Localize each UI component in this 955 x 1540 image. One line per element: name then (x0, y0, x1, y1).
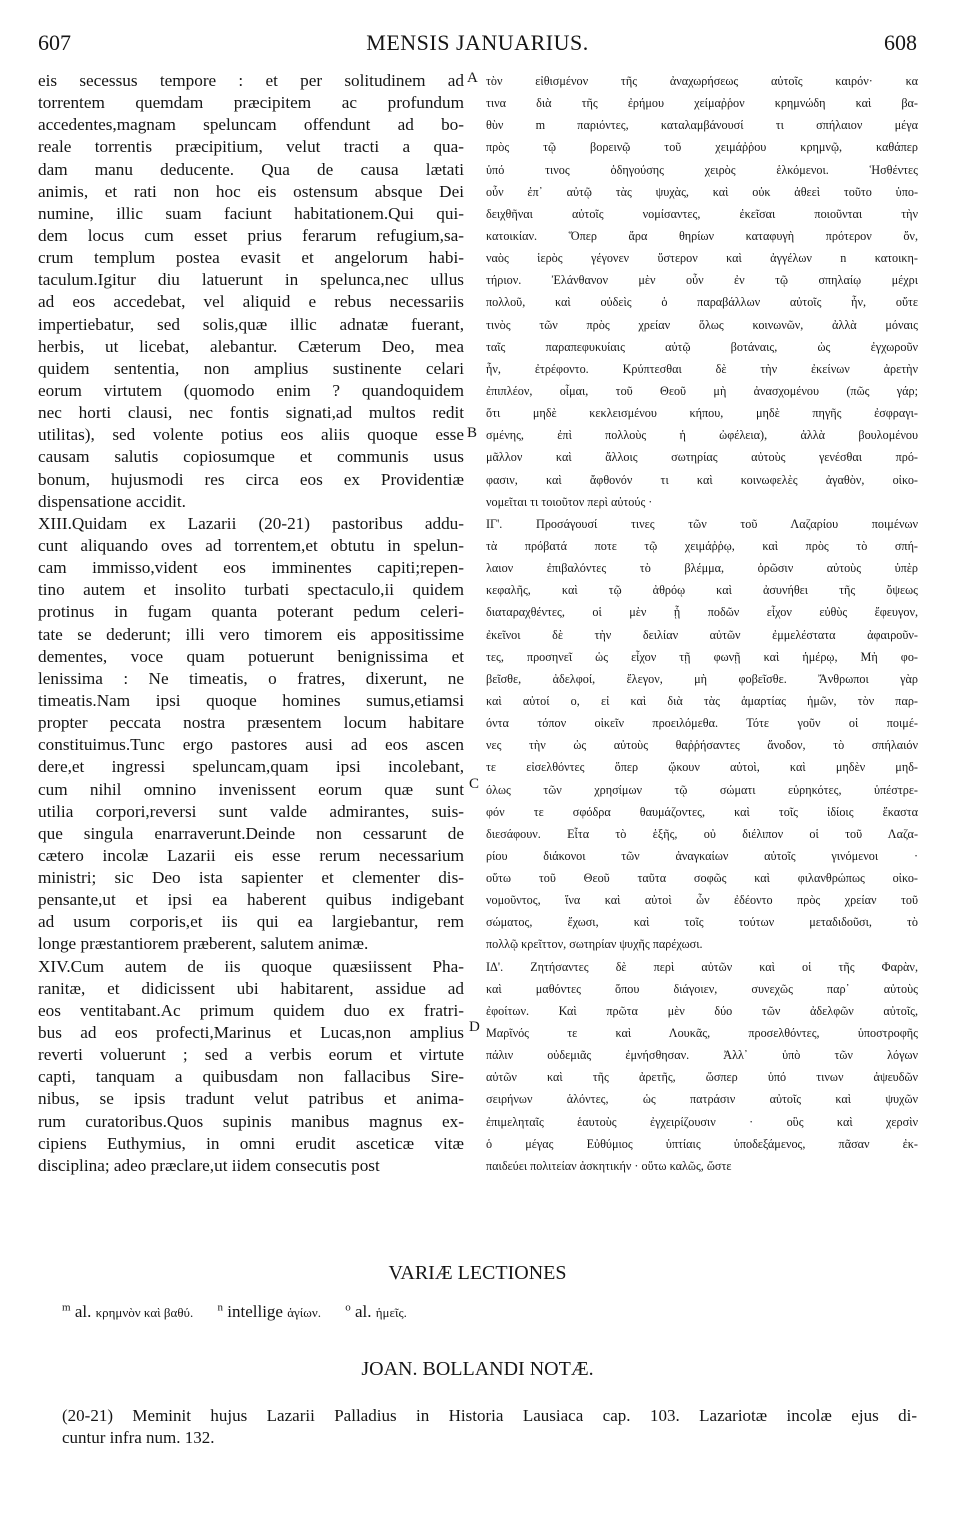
latin-text-line: pensante,ut et ipsi ea haberent quibus indigebant (38, 890, 464, 910)
greek-text-line: ΙΓ'. Προσάγουσί τινες τῶν τοῦ Λαζαρίου ποιμένων (486, 516, 918, 531)
latin-column (38, 70, 464, 1177)
latin-text-line: ad usum corporis,et iis qui ea largiebantur, rem (38, 912, 464, 932)
latin-text-line: herbis, ut licebat, alebantur. Cæterum Deo, mea (38, 336, 464, 356)
greek-text-line: τες, προσηνεῖ ὡς εἶχον τῇ φωνῇ καὶ ἡμέρῳ, Μὴ φο- (486, 649, 918, 664)
latin-text-line: cunt aliquando oves ad torrentem,et obtutu in spelun- (38, 535, 464, 555)
greek-text-line: τε εἰσελθόντες ὅπερ ᾤκουν αὐτοὶ, καὶ μηδὲν μηδ- (486, 760, 918, 775)
variant-mark: o (345, 1301, 351, 1313)
greek-text-line: ὅτι μηδὲ κεκλεισμένου κήπου, μηδὲ πηγῆς ἐσφραγι- (486, 406, 918, 421)
greek-text-line: όλως τῶν χρησίμων τῷ σώματι εὑρηκότες, ὑπέστρε- (486, 782, 918, 797)
latin-text-line: reverti voluerunt ; sed a verbis eorum et virtute (38, 1045, 464, 1065)
latin-text-line: numine, illic suam faciunt habitationem.Qui qui- (38, 203, 464, 223)
latin-text-line: nec horti clausi, nec fontis signati,ad multos redit (38, 403, 464, 423)
latin-text-line: utilitas), sed volente potius eos aliis quoque esse (38, 425, 464, 445)
margin-letter-b: B (467, 425, 478, 441)
bollandi-notae-title: JOAN. BOLLANDI NOTÆ. (361, 1358, 594, 1380)
variant-mark: n (217, 1301, 223, 1313)
latin-text-line: capti, tanquam a quibusdam non fallacibus Sire- (38, 1067, 464, 1087)
latin-text-line: constituimus.Tunc ergo pastores ausi ad eos ascen (38, 735, 464, 755)
greek-text-line: τήριον. Ἐλάνθανον μὲν οὖν ἐν τῷ σπηλαίῳ μέχρι (486, 273, 918, 288)
greek-text-line: ὁ μέγας Εὐθύμιος ὑπτίαις ὑποδεξάμενος, πᾶσαν ἐκ- (486, 1136, 918, 1151)
latin-text-line: ranitæ, et didicissent ubi habitarent, assidue ad (38, 978, 464, 998)
page-number-right: 608 (884, 30, 917, 55)
greek-text-line: ἐκεῖνοι δὲ τὴν δειλίαν αὐτῶν ἐμμελέστατα ἀφαιροῦν- (486, 627, 918, 642)
greek-text-line: όντα τόπον οἰκεῖν προειλόμεθα. Τότε γοῦν οἱ ποιμέ- (486, 716, 918, 731)
greek-text-line: ἐπιπλέον, οἶμαι, τοῦ Θεοῦ μὴ ἀνασχομένου (πῶς γάρ; (486, 383, 918, 398)
latin-text-line: cum nihil omnino invenissent eorum quæ sunt (38, 779, 464, 799)
latin-text-line: accedentes,magnam speluncam offendunt ad bo- (38, 115, 464, 135)
greek-text-line: διαταραχθέντες, οἱ μὲν ᾗ ποδῶν εἶχον εὐθὺς ἔφευγον, (486, 605, 918, 620)
latin-text-line: eos ventitabant.Ac primum quidem duo ex fratri- (38, 1000, 464, 1020)
note-line: (20-21) Meminit hujus Lazarii Palladius in Historia Lausiaca cap. 103. Lazariotæ incolæ ejus di- (62, 1406, 917, 1425)
variant-prefix: al. (74, 1301, 92, 1321)
greek-text-line: βεῖσθε, ἀδελφοί, ἔλεγον, μὴ φοβεῖσθε. Ἄνθρωποι γὰρ (486, 671, 918, 686)
greek-text-line: ἦν, ἐτρέφοντο. Κρύπτεσθαι δὲ τὴν ἐκείνων ἀρετὴν (486, 361, 918, 376)
greek-text-line: σειρήνων ἁλόντες, ὡς πατράσιν αὐτοῖς καὶ ψυχῶν (486, 1092, 918, 1107)
greek-text-line: θὺν m παριόντες, καταλαμβάνουσί τι σπήλαιον μέγα (486, 118, 918, 133)
greek-text-line: παιδεύει πολιτείαν ἀσκητικήν · οὕτω καλῶς, ὥστε (486, 1158, 732, 1173)
latin-text-line: impertiebatur, sed solis,quæ illic adnatæ fuerant, (38, 314, 464, 334)
latin-text-line: crum templum postea evasit et angelorum habi- (38, 248, 464, 268)
latin-text-line: timeatis.Nam ipsi quoque homines sumus,etiamsi (38, 690, 464, 710)
page-header (38, 30, 917, 56)
variant-reading (218, 1302, 321, 1321)
greek-text-line: φασιν, καὶ ἄφθονόν τι καὶ κοινωφελὲς ἀγαθὸν, οἰκο- (486, 472, 918, 487)
greek-text-line: λαιον ἐπιβαλόντες τὸ βλέμμα, ὁρῶσιν αὐτοὺς ὑπὲρ (486, 561, 918, 576)
greek-text-line: πολλοῦ, καὶ οὐδεὶς ὁ παραβάλλων αὐτοῖς ἦν, οὔτε (486, 295, 918, 310)
greek-text-line: πρὸς τῷ βορεινῷ τοῦ χειμάῤῥου κρημνῷ, καθάπερ (486, 140, 918, 155)
latin-text-line: XIII.Quidam ex Lazarii (20-21) pastoribus addu- (38, 513, 464, 533)
greek-text-line: ΙΔ'. Ζητήσαντες δὲ περὶ αὐτῶν καὶ οἱ τῆς Φαρὰν, (486, 959, 918, 974)
latin-text-line: rum curatoribus.Quos supinis manibus magnus ex- (38, 1111, 464, 1131)
running-title: MENSIS JANUARIUS. (366, 30, 589, 55)
latin-text-line: eorum virtutem (quomodo enim ? quandoquidem (38, 380, 464, 400)
variant-prefix: al. (354, 1301, 372, 1321)
greek-text-line: νομεῖται τι τοιοῦτον περὶ αὐτούς · (486, 494, 653, 509)
latin-text-line: dam manu deducente. Qua de causa lætati (38, 159, 464, 179)
greek-text-line: Μαρῖνός τε καὶ Λουκᾶς, προσελθόντες, ὑποστροφῆς (486, 1026, 918, 1041)
latin-text-line: dementes, voce quam potuerunt benignissima et (38, 646, 464, 666)
variant-reading (62, 1302, 193, 1321)
latin-text-line: bus ad eos profecti,Marinus et Lucas,non amplius (38, 1023, 464, 1043)
page-number-left: 607 (38, 30, 71, 55)
variae-lectiones (62, 1301, 427, 1322)
latin-text-line: dispensatione accidit. (38, 491, 186, 511)
greek-text-line: αὐτῶν καὶ τῆς ἀρετῆς, ὥσπερ ὑπό τινων ἀψευδῶν (486, 1070, 918, 1085)
greek-text-line: πολλῷ κρεῖττον, σωτηρίαν ψυχῆς παρέχωσι. (486, 937, 703, 952)
latin-text-line: longe præstantiorem præberent, salutem animæ. (38, 934, 369, 954)
greek-text-line: ἐπιμεληταῖς ἑαυτοὺς ἐγχειρίζουσιν · οὓς καὶ χερσὶν (486, 1114, 918, 1129)
latin-text-line: reale torrentis præcipitium, velut tracti a qua- (38, 137, 464, 157)
greek-text-line: νες τὴν ὡς αὐτοὺς θαῤῥήσαντες ἄνοδον, τὸ σπήλαιόν (486, 738, 918, 753)
latin-text-line: causam salutis copiosumque et communis usus (38, 447, 464, 467)
latin-text-line: cipiens Euthymius, in omni erudit asceticæ vitæ (38, 1133, 464, 1153)
greek-text-line: κεφαλῆς, καὶ τῷ ἀθρόῳ καὶ ἀσυνήθει τῆς ὄψεως (486, 583, 918, 598)
latin-text-line: eis secessus tempore : et per solitudinem ad (38, 71, 464, 90)
latin-text-line: utilia corpori,reversi sunt valde admirantes, suis- (38, 801, 464, 821)
variant-greek: κρημνὸν καὶ βαθύ. (95, 1304, 194, 1320)
latin-text-line: propter peccata nostra præsentem locum habitare (38, 713, 464, 733)
latin-text-line: ad eos accedebat, vel aliquid e rebus necessariis (38, 292, 464, 312)
variant-greek: ἡμεῖς. (375, 1304, 407, 1320)
latin-text-line: tate se dederunt; illi vero timorem eis appositissime (38, 624, 464, 644)
variant-greek: ἁγίων. (287, 1304, 321, 1320)
variant-mark: m (62, 1301, 71, 1313)
greek-text-line: ὑπό τινος ὁδηγούσης χειρὸς ἑλκόμενοι. Ἡσθέντες (486, 162, 918, 177)
greek-text-line: σμένης, ἐπὶ πολλοὺς ἡ ὠφέλεια), ἀλλὰ βουλομένου (486, 428, 918, 443)
greek-text-line: καὶ αὐτοί o, εἰ καὶ διὰ τὰς ἁμαρτίας ἡμῶν, τὸν παρ- (486, 693, 918, 708)
margin-letter-d: D (469, 1019, 480, 1035)
greek-text-line: τινὸς τῶν πρὸς χρείαν ὅλως κοινωνῶν, ἀλλὰ μόναις (486, 317, 918, 332)
latin-text-line: quidem sententia, non amplius sustinente celari (38, 358, 464, 378)
greek-text-line: νομοῦντος, ἵνα καὶ αὐτοὶ ὧν ἐδέοντο πρὸς χρείαν τοῦ (486, 893, 918, 908)
latin-text-line: torrentem quemdam præcipitem ac profundum (38, 93, 464, 113)
greek-text-line: μᾶλλον καὶ ἄλλοις σωτηρίας αὐτοὺς γενέσθαι πρό- (486, 450, 918, 465)
variae-lectiones-title: VARIÆ LECTIONES (388, 1262, 567, 1284)
latin-text-line: bonum, hujusmodi res circa eos ex Providentiæ (38, 469, 464, 489)
greek-text-line: ταῖς παραπεφυκυίαις αὐτῷ βοτάναις, ὡς ἐγχωροῦν (486, 339, 918, 354)
footnotes (62, 1405, 917, 1449)
greek-text-line: τινα διὰ τῆς ἐρήμου χείμαῤῥον κρημνώδη καὶ βα- (486, 96, 918, 111)
latin-text-line: cam immisso,vident eos imminentes capiti;repen- (38, 558, 464, 578)
greek-text-line: τὰ πρόβατά ποτε τῷ χειμάῤῥῳ, καὶ πρὸς τὸ σπή- (486, 538, 918, 553)
greek-text-line: οὖν ἐπ᾽ αὐτῷ τὰς ψυχὰς, καὶ οὐκ ἀθεεὶ τοῦτο ὑπο- (486, 184, 918, 199)
latin-text-line: protinus in fugam quanta poterant pedum celeri- (38, 602, 464, 622)
greek-text-line: πάλιν οὐδεμιᾶς ἐμνήσθησαν. Ἀλλ᾽ ὑπὸ τῶν λόγων (486, 1048, 918, 1063)
greek-text-line: ναὸς ἱερὸς γέγονεν ὕστερον καὶ ἀγγέλων n κατοικη- (486, 251, 918, 266)
greek-column (486, 70, 918, 1177)
latin-text-line: animis, et rati non hoc eis ostensum absque Dei (38, 181, 464, 201)
latin-text-line: cætero incolæ Lazarii eis esse rerum necessarium (38, 845, 464, 865)
latin-text-line: dere,et ingressi speluncam,quam ipsi incolebant, (38, 757, 464, 777)
greek-text-line: δειχθῆναι αὐτοῖς νομίσαντες, ἐκεῖσαι ποιοῦνται τὴν (486, 206, 918, 221)
latin-text-line: disciplina; adeo præclare,ut iidem consecutis post (38, 1155, 380, 1175)
latin-text-line: taculum.Igitur diu latuerunt in spelunca,nec ullus (38, 270, 464, 290)
latin-text-line: lenissima : Ne timeatis, o fratres, dixerunt, ne (38, 668, 464, 688)
variant-reading (345, 1302, 407, 1321)
greek-text-line: σώματος, ἔχωσι, καὶ τοῖς τούτων μεταδιδοῦσι, τὸ (486, 915, 918, 930)
variant-prefix: intellige (227, 1301, 283, 1321)
margin-letter-c: C (469, 776, 480, 792)
latin-text-line: tino autem et insolito turbati spectaculo,ii quidem (38, 580, 464, 600)
greek-text-line: τὸν εἰθισμένον τῆς ἀναχωρήσεως αὐτοῖς καιρόν· κα (486, 74, 918, 88)
latin-text-line: que singula enarraverunt.Deinde non cessarunt de (38, 823, 464, 843)
margin-letter-a: A (467, 70, 478, 86)
greek-text-line: ρίου διάκονοι τῶν ἀναγκαίων αὐτοῖς γινόμενοι · (486, 848, 918, 863)
greek-text-line: οὕτω τοῦ Θεοῦ ταῦτα σοφῶς καὶ φιλανθρώπως οἰκο- (486, 871, 918, 886)
greek-text-line: κατοικίαν. Ὅπερ ἄρα θηρίων καταφυγὴ πρότερον ὄν, (486, 228, 918, 243)
latin-text-line: dem locus cum esset prius ferarum refugium,sa- (38, 225, 464, 245)
greek-text-line: φόν τε σφόδρα θαυμάζοντες, καὶ τοῖς ἰδίοις ἕκαστα (486, 804, 918, 819)
greek-text-line: ἐφοίτων. Καὶ πρῶτα μὲν δύο τῶν ἀδελφῶν αὐτοῖς, (486, 1003, 918, 1018)
latin-text-line: nibus, se ipsis tradunt velut patribus et anima- (38, 1089, 464, 1109)
latin-text-line: ministri; sic Deo ista sapienter et clementer dis- (38, 868, 464, 888)
latin-text-line: XIV.Cum autem de iis quoque quæsiissent Pha- (38, 956, 464, 976)
greek-text-line: διεσάφουν. Εἶτα τὸ ἑξῆς, οὐ διέλιπον οἱ τοῦ Λαζα- (486, 826, 918, 841)
note-line: cuntur infra num. 132. (62, 1428, 215, 1447)
greek-text-line: καὶ μαθόντες ὅπου διάγοιεν, συνεχῶς παρ᾽ αὐτοὺς (486, 981, 918, 996)
